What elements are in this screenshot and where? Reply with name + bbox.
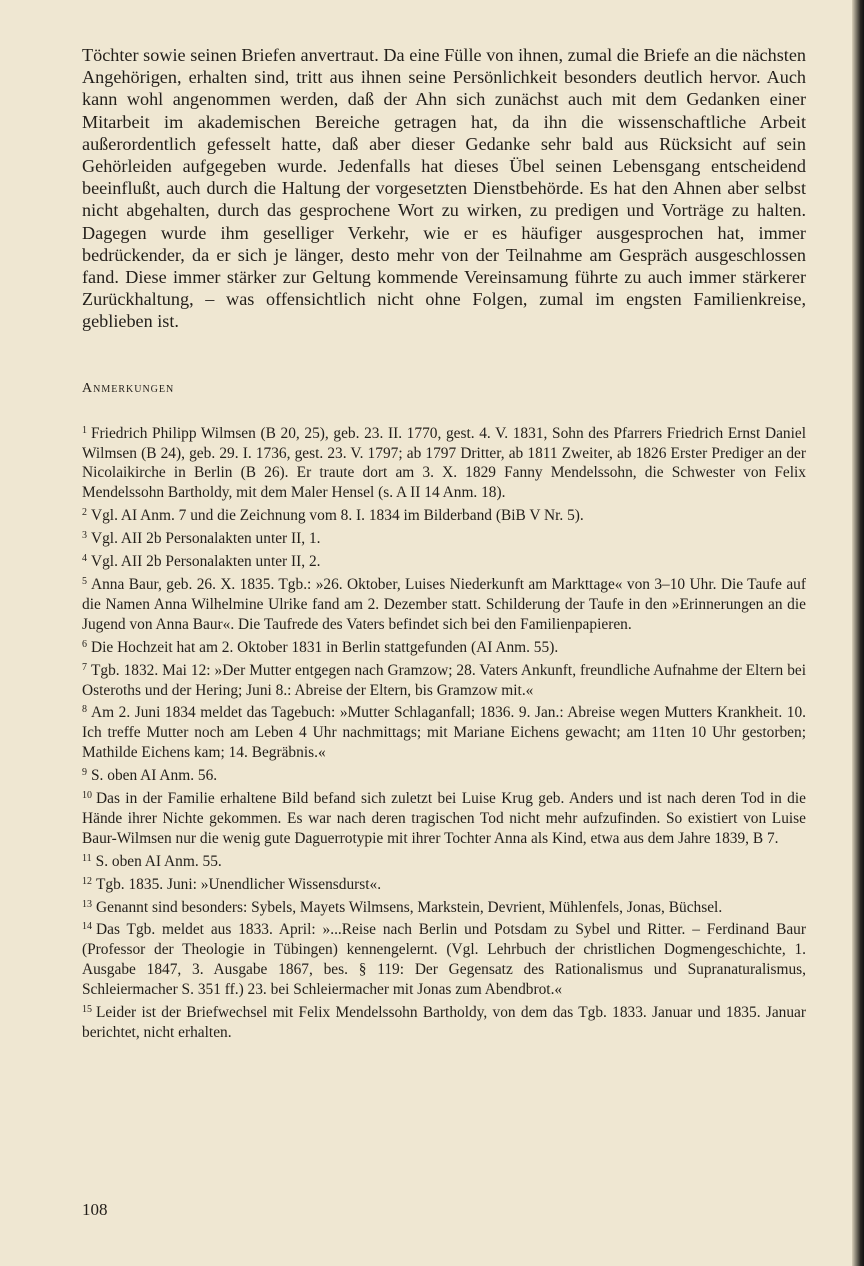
footnote-text: S. oben AI Anm. 56. — [91, 767, 218, 785]
footnote-number: 9 — [82, 767, 87, 779]
footnote-number: 12 — [82, 875, 92, 887]
footnote-number: 13 — [82, 898, 92, 910]
footnote — [82, 1000, 806, 1043]
footnote — [82, 658, 806, 701]
footnote — [82, 572, 806, 635]
footnote — [82, 503, 806, 526]
footnote-text: Das Tgb. meldet aus 1833. April: »...Reise nach Berlin und Potsdam zu Sybel und Ritter. – Ferdinand Baur (Professor der Theologie in Tübingen) kennengelernt. (Vgl. Lehrbuch der christlichen Dogmengeschichte, 1. Ausgabe 1847, 3. Ausgabe 1867, bes. § 119: Der Gegensatz des Rationalismus und Supranaturalismus, Schleiermacher S. 351 ff.) 23. bei Schleiermacher mit Jonas zum Abendbrot.« — [82, 921, 806, 999]
footnote-number: 4 — [82, 553, 87, 565]
footnote-text: Leider ist der Briefwechsel mit Felix Mendelssohn Bartholdy, von dem das Tgb. 1833. Januar und 1835. Januar berichtet, nicht erhalten. — [82, 1004, 806, 1042]
footnote — [82, 872, 806, 895]
section-heading-anmerkungen: Anmerkungen — [82, 380, 175, 396]
footnote — [82, 917, 806, 1000]
footnote-text: S. oben AI Anm. 55. — [95, 852, 222, 870]
footnote-text: Genannt sind besonders: Sybels, Mayets Wilmsens, Markstein, Devrient, Mühlenfels, Jonas, Büchsel. — [96, 898, 723, 916]
text-block — [82, 44, 806, 1043]
footnote — [82, 421, 806, 504]
footnote-number: 10 — [82, 790, 92, 802]
footnote-number: 15 — [82, 1004, 92, 1016]
footnote-text: Am 2. Juni 1834 meldet das Tagebuch: »Mutter Schlaganfall; 1836. 9. Jan.: Abreise wegen Mutters Krankheit. 10. Ich treffe Mutter noch am Leben 4 Uhr nachmittags; mit Mariane Eichens gewacht; am 11ten 10 Uhr gestorben; Mathilde Eichens kam; 14. Begräbnis.« — [82, 704, 806, 762]
footnote-number: 11 — [82, 852, 92, 864]
footnote — [82, 526, 806, 549]
footnote — [82, 549, 806, 572]
footnote-number: 1 — [82, 424, 87, 436]
footnote-number: 8 — [82, 704, 87, 716]
footnote — [82, 786, 806, 849]
footnote-text: Vgl. AI Anm. 7 und die Zeichnung vom 8. I. 1834 im Bilderband (BiB V Nr. 5). — [91, 507, 584, 525]
footnote-text: Vgl. AII 2b Personalakten unter II, 2. — [91, 553, 321, 571]
footnote-text: Tgb. 1835. Juni: »Unendlicher Wissensdurst«. — [96, 875, 382, 893]
footnote-text: Das in der Familie erhaltene Bild befand sich zuletzt bei Luise Krug geb. Anders und ist nach deren Tod in die Hände ihrer Nichte gekommen. Es war nach deren tragischen Tod nicht mehr aufzufinden. So existiert von Luise Baur-Wilmsen nur die wenig gute Daguerrotypie mit ihrer Tochter Anna als Kind, etwa aus dem Jahre 1839, B 7. — [82, 790, 806, 847]
footnote-text: Die Hochzeit hat am 2. Oktober 1831 in Berlin stattgefunden (AI Anm. 55). — [91, 638, 559, 656]
footnote-number: 5 — [82, 575, 87, 587]
footnote — [82, 849, 806, 872]
body-paragraph: Töchter sowie seinen Briefen anvertraut. Da eine Fülle von ihnen, zumal die Briefe an die nächsten Angehörigen, erhalten sind, tritt aus ihnen seine Persönlichkeit besonders deutlich hervor. Auch kann wohl angenommen werden, daß der Ahn sich zunächst auch mit dem Gedanken einer Mitarbeit im akademischen Bereiche getragen hat, da ihn die wissenschaftliche Arbeit außerordentlich gefesselt hatte, daß aber dieser Gedanke sehr bald aus Rücksicht auf sein Gehörleiden aufgegeben wurde. Jedenfalls hat dieses Übel seinen Lebensgang entscheidend beeinflußt, auch durch die Haltung der vorgesetzten Dienstbehörde. Es hat den Ahnen aber selbst nicht abgehalten, durch das gesprochene Wort zu wirken, zu predigen und Vorträge zu halten. Dagegen wurde ihm geselliger Verkehr, wie er es häufiger ausgesprochen hat, immer bedrückender, da er sich je länger, desto mehr von der Teilnahme am Gespräch ausgeschlossen fand. Diese immer stärker zur Geltung kommende Vereinsamung führte zu auch immer stärkerer Zurückhaltung, – was offensichtlich nicht ohne Folgen, zumal im engsten Familienkreise, geblieben ist. — [82, 45, 806, 332]
page-edge-shadow — [852, 0, 864, 1266]
footnote-number: 7 — [82, 661, 87, 673]
footnote-text: Tgb. 1832. Mai 12: »Der Mutter entgegen nach Gramzow; 28. Vaters Ankunft, freundliche Aufnahme der Eltern bei Osteroths und der Hering; Juni 8.: Abreise der Eltern, bis Gramzow mit.« — [82, 661, 806, 699]
footnote-text: Vgl. AII 2b Personalakten unter II, 1. — [91, 530, 321, 548]
footnote-number: 14 — [82, 921, 92, 933]
footnote — [82, 895, 806, 918]
footnote — [82, 700, 806, 763]
footnotes-list — [82, 421, 806, 1043]
footnote-text: Friedrich Philipp Wilmsen (B 20, 25), geb. 23. II. 1770, gest. 4. V. 1831, Sohn des Pfarrers Friedrich Ernst Daniel Wilmsen (B 24), geb. 29. I. 1736, gest. 23. V. 1797; ab 1797 Dritter, ab 1811 Zweiter, ab 1826 Erster Prediger an der Nicolaikirche in Berlin (B 26). Er traute dort am 3. X. 1829 Fanny Mendelssohn, die Schwester von Felix Mendelssohn Bartholdy, mit dem Maler Hensel (s. A II 14 Anm. 18). — [82, 424, 806, 502]
footnote-text: Anna Baur, geb. 26. X. 1835. Tgb.: »26. Oktober, Luises Niederkunft am Markttage« von 3–10 Uhr. Die Taufe auf die Namen Anna Wilhelmine Ulrike fand am 2. Dezember statt. Schilderung der Taufe in den »Erinnerungen an die Jugend von Anna Baur«. Die Taufrede des Vaters befindet sich bei den Familienpapieren. — [82, 575, 806, 633]
footnote-number: 2 — [82, 507, 87, 519]
footnote — [82, 763, 806, 786]
footnote — [82, 635, 806, 658]
page-number: 108 — [82, 1200, 108, 1219]
footnote-number: 6 — [82, 638, 87, 650]
footnote-number: 3 — [82, 530, 87, 542]
